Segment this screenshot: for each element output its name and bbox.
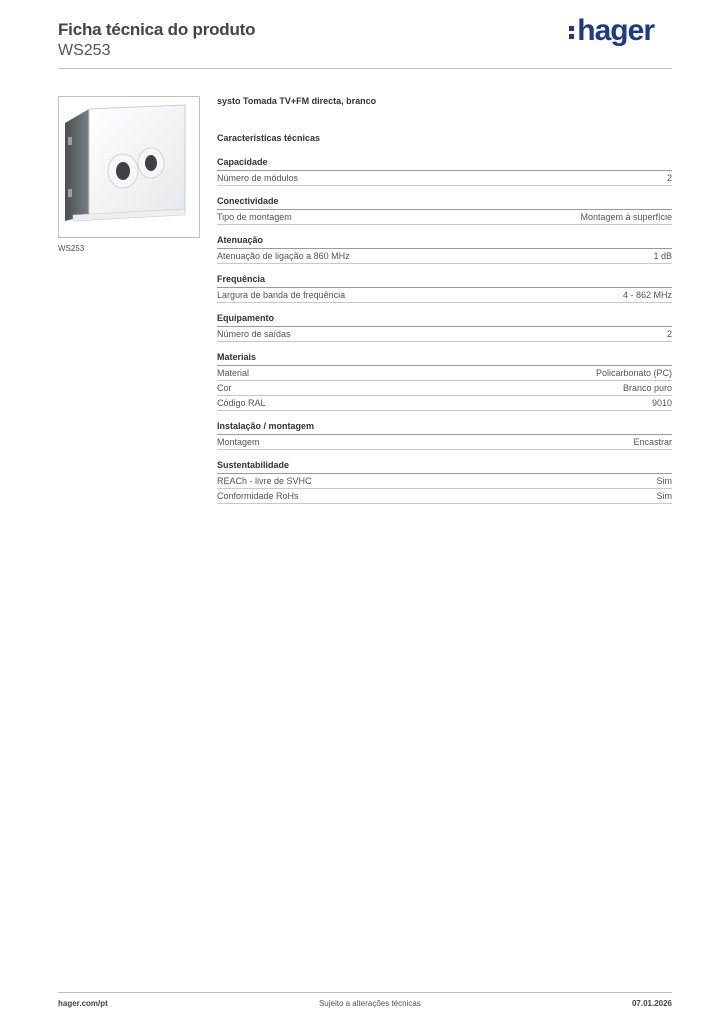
spec-value: Montagem à superfície xyxy=(580,212,672,222)
section-title: Atenuação xyxy=(217,235,672,249)
section-equipamento xyxy=(217,313,672,342)
spec-value: Sim xyxy=(656,476,672,486)
section-frequencia xyxy=(217,274,672,303)
section-atenuacao xyxy=(217,235,672,264)
socket-illustration xyxy=(59,97,199,237)
section-conectividade xyxy=(217,196,672,225)
spec-row xyxy=(217,396,672,411)
spec-label: Conformidade RoHs xyxy=(217,491,299,501)
spec-row xyxy=(217,489,672,504)
spec-value: 1 dB xyxy=(653,251,672,261)
spec-label: REACh - livre de SVHC xyxy=(217,476,312,486)
footer-divider xyxy=(58,992,672,993)
spec-label: Tipo de montagem xyxy=(217,212,292,222)
spec-label: Número de módulos xyxy=(217,173,299,183)
document-footer xyxy=(58,999,672,1008)
section-sustentabilidade xyxy=(217,460,672,504)
section-capacidade xyxy=(217,157,672,186)
footer-notice: Sujeito a alterações técnicas xyxy=(318,999,421,1008)
spec-value: 4 - 862 MHz xyxy=(622,290,672,300)
section-title: Conectividade xyxy=(217,196,672,210)
image-caption: WS253 xyxy=(58,244,85,253)
spec-value: Encastrar xyxy=(633,437,672,447)
section-title: Materiais xyxy=(217,352,672,366)
header-divider xyxy=(58,68,672,69)
hager-logo xyxy=(569,14,654,48)
spec-row xyxy=(217,435,672,450)
section-title: Frequência xyxy=(217,274,672,288)
spec-value: Sim xyxy=(656,491,672,501)
spec-value: 2 xyxy=(666,173,672,183)
product-code: WS253 xyxy=(58,42,111,59)
section-title: Capacidade xyxy=(217,157,672,171)
spec-row xyxy=(217,249,672,264)
spec-row xyxy=(217,327,672,342)
spec-label: Código RAL xyxy=(217,398,266,408)
logo-text: hager xyxy=(577,14,654,47)
spec-label: Material xyxy=(217,368,250,378)
spec-row xyxy=(217,474,672,489)
spec-label: Largura de banda de frequência xyxy=(217,290,346,300)
spec-value: Policarbonato (PC) xyxy=(595,368,672,378)
section-title: Sustentabilidade xyxy=(217,460,672,474)
spec-row xyxy=(217,381,672,396)
section-title: Instalação / montagem xyxy=(217,421,672,435)
logo-dots-icon xyxy=(569,23,575,42)
page-title: Ficha técnica do produto xyxy=(58,20,256,39)
spec-row xyxy=(217,210,672,225)
footer-website-link[interactable]: hager.com/pt xyxy=(58,999,108,1008)
tech-characteristics-heading: Características técnicas xyxy=(217,133,321,143)
specs-column xyxy=(217,96,672,514)
spec-label: Número de saídas xyxy=(217,329,291,339)
spec-value: 2 xyxy=(666,329,672,339)
section-instalacao xyxy=(217,421,672,450)
section-materiais xyxy=(217,352,672,411)
product-image xyxy=(58,96,200,238)
product-description: systo Tomada TV+FM directa, branco xyxy=(217,96,377,106)
spec-row xyxy=(217,171,672,186)
spec-value: 9010 xyxy=(651,398,672,408)
spec-label: Montagem xyxy=(217,437,260,447)
spec-row xyxy=(217,288,672,303)
footer-date: 07.01.2026 xyxy=(631,999,672,1008)
document-header xyxy=(58,20,255,60)
spec-label: Cor xyxy=(217,383,232,393)
spec-value: Branco puro xyxy=(622,383,672,393)
spec-label: Atenuação de ligação a 860 MHz xyxy=(217,251,350,261)
spec-row xyxy=(217,366,672,381)
section-title: Equipamento xyxy=(217,313,672,327)
